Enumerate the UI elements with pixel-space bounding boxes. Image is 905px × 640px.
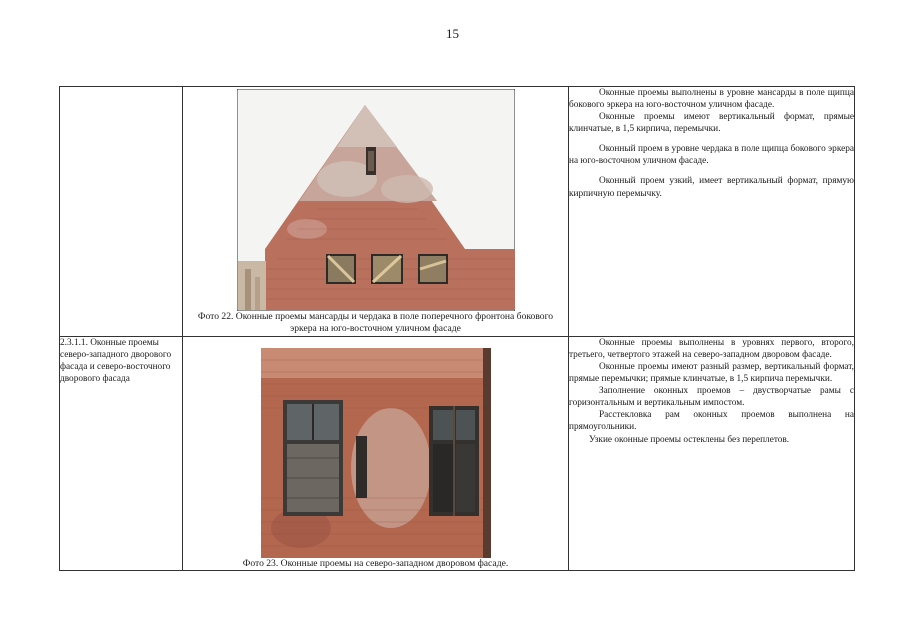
description-paragraph: Оконный проем в уровне чердака в поле щипца бокового эркера на юго-восточном уличном фасаде. (569, 144, 854, 167)
table-row (60, 87, 855, 337)
section-cell (60, 87, 183, 337)
description-paragraph: Заполнение оконных проемов – двустворчатые рамы с горизонтальным и вертикальным импостом. (569, 386, 854, 409)
section-cell (60, 336, 183, 570)
photo-caption: Фото 23. Оконные проемы на северо-западном дворовом фасаде. (242, 557, 509, 569)
page-number: 15 (446, 26, 459, 41)
description-paragraph: Оконные проемы выполнены в уровне мансарды в поле щипца бокового эркера на юго-восточном уличном фасаде. (569, 88, 854, 111)
table-row (60, 336, 855, 570)
description-cell (569, 87, 855, 337)
photo-caption: Фото 22. Оконные проемы мансарды и чердака в поле поперечного фронтона бокового эркера на юго-восточном уличном фасаде (197, 311, 554, 335)
gable-photo (237, 89, 515, 311)
description-paragraph: Оконный проем узкий, имеет вертикальный формат, прямую кирпичную перемычку. (569, 176, 854, 199)
description-paragraph: Расстекловка рам оконных проемов выполнена на прямоугольники. (569, 410, 854, 433)
photo-cell (183, 87, 569, 337)
description-paragraph: Узкие оконные проемы остеклены без переплетов. (589, 434, 790, 445)
photo-cell (183, 336, 569, 570)
description-paragraph: Оконные проемы выполнены в уровнях первого, второго, третьего, четвертого этажей на северо-западном дворовом фасаде. (569, 337, 854, 361)
section-title: 2.3.1.1. Оконные проемы северо-западного дворового фасада и северо-восточного дворового фасада (60, 337, 172, 385)
document-table (59, 86, 855, 571)
wall-photo (261, 348, 491, 558)
description-paragraph: Оконные проемы имеют вертикальный формат, прямые клинчатые, в 1,5 кирпича, перемычки. (569, 112, 854, 135)
description-paragraph: Оконные проемы имеют разный размер, вертикальный формат, прямые перемычки; прямые клинчатые, в 1,5 кирпича перемычки. (569, 362, 854, 385)
description-cell (569, 336, 855, 570)
